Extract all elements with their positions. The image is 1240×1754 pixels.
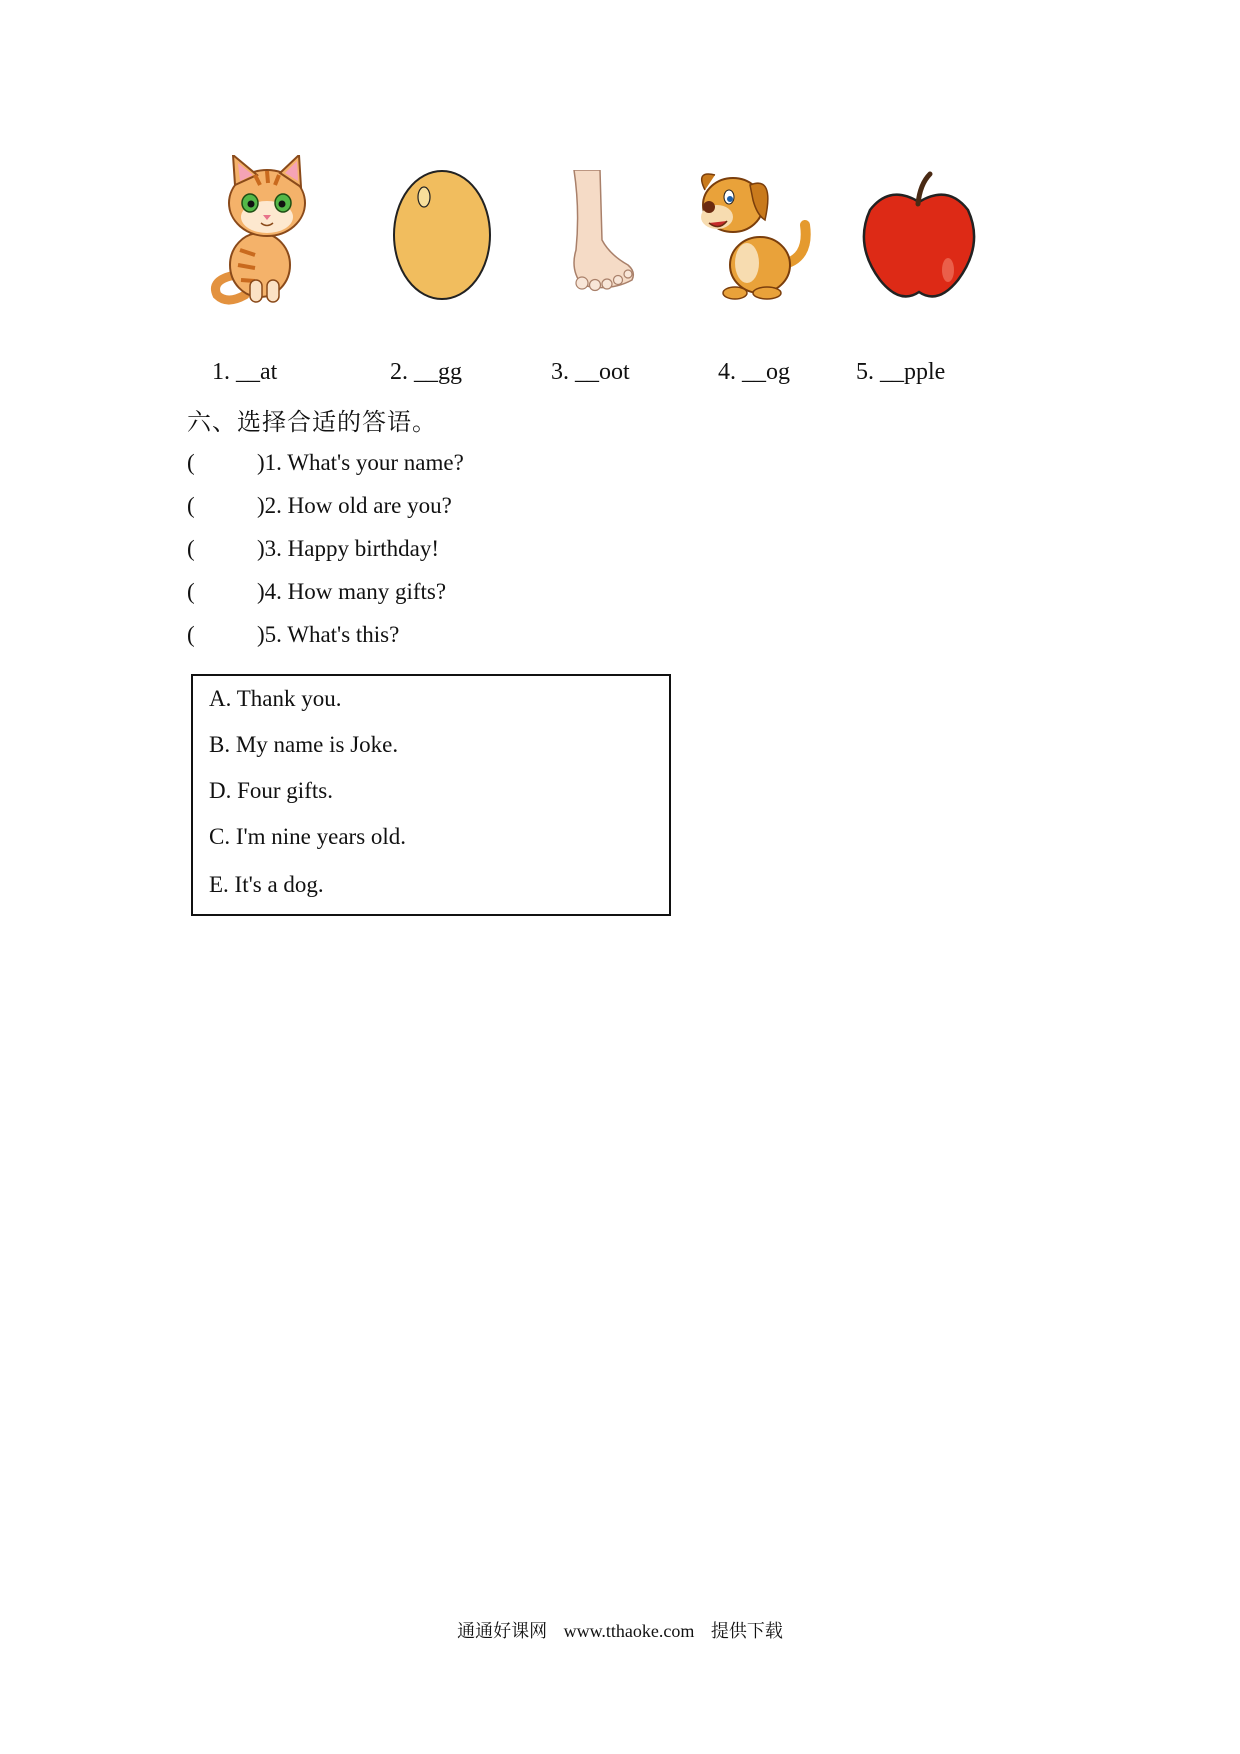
question-row — [187, 493, 452, 519]
answer-blank[interactable]: ( — [187, 622, 195, 647]
option-d: D. Four gifts. — [209, 778, 333, 803]
footer-suffix: 提供下载 — [710, 1621, 783, 1641]
question-text: )2. How old are you? — [257, 493, 452, 518]
answer-blank[interactable]: ( — [187, 450, 195, 475]
question-row — [187, 579, 446, 605]
section-title: 六、选择合适的答语。 — [187, 410, 437, 436]
answer-options-box — [191, 674, 671, 916]
blank-label-egg: 2. __gg — [390, 359, 462, 385]
blank-label-apple: 5. __pple — [856, 359, 946, 385]
cat-picture — [205, 155, 325, 305]
footer-site-name: 通通好课网 — [457, 1621, 548, 1641]
question-text: )5. What's this? — [257, 622, 400, 647]
answer-blank[interactable]: ( — [187, 536, 195, 561]
question-text: )1. What's your name? — [257, 450, 464, 475]
blank-label-cat: 1. __at — [212, 359, 278, 385]
question-row — [187, 450, 464, 476]
egg-picture — [390, 165, 494, 303]
question-row — [187, 622, 399, 648]
option-b: B. My name is Joke. — [209, 732, 399, 757]
footer-url[interactable]: www.tthaoke.com — [563, 1621, 695, 1641]
dog-picture — [695, 165, 820, 300]
option-e: E. It's a dog. — [209, 872, 324, 897]
option-a: A. Thank you. — [209, 686, 342, 711]
question-text: )3. Happy birthday! — [257, 536, 440, 561]
blank-label-foot: 3. __oot — [551, 359, 630, 385]
blank-label-dog: 4. __og — [718, 359, 790, 385]
apple-picture — [860, 170, 978, 304]
answer-blank[interactable]: ( — [187, 579, 195, 604]
answer-blank[interactable]: ( — [187, 493, 195, 518]
footer — [0, 1617, 1240, 1643]
option-c: C. I'm nine years old. — [209, 824, 407, 849]
foot-picture — [570, 170, 640, 295]
question-row — [187, 536, 439, 562]
question-text: )4. How many gifts? — [257, 579, 447, 604]
